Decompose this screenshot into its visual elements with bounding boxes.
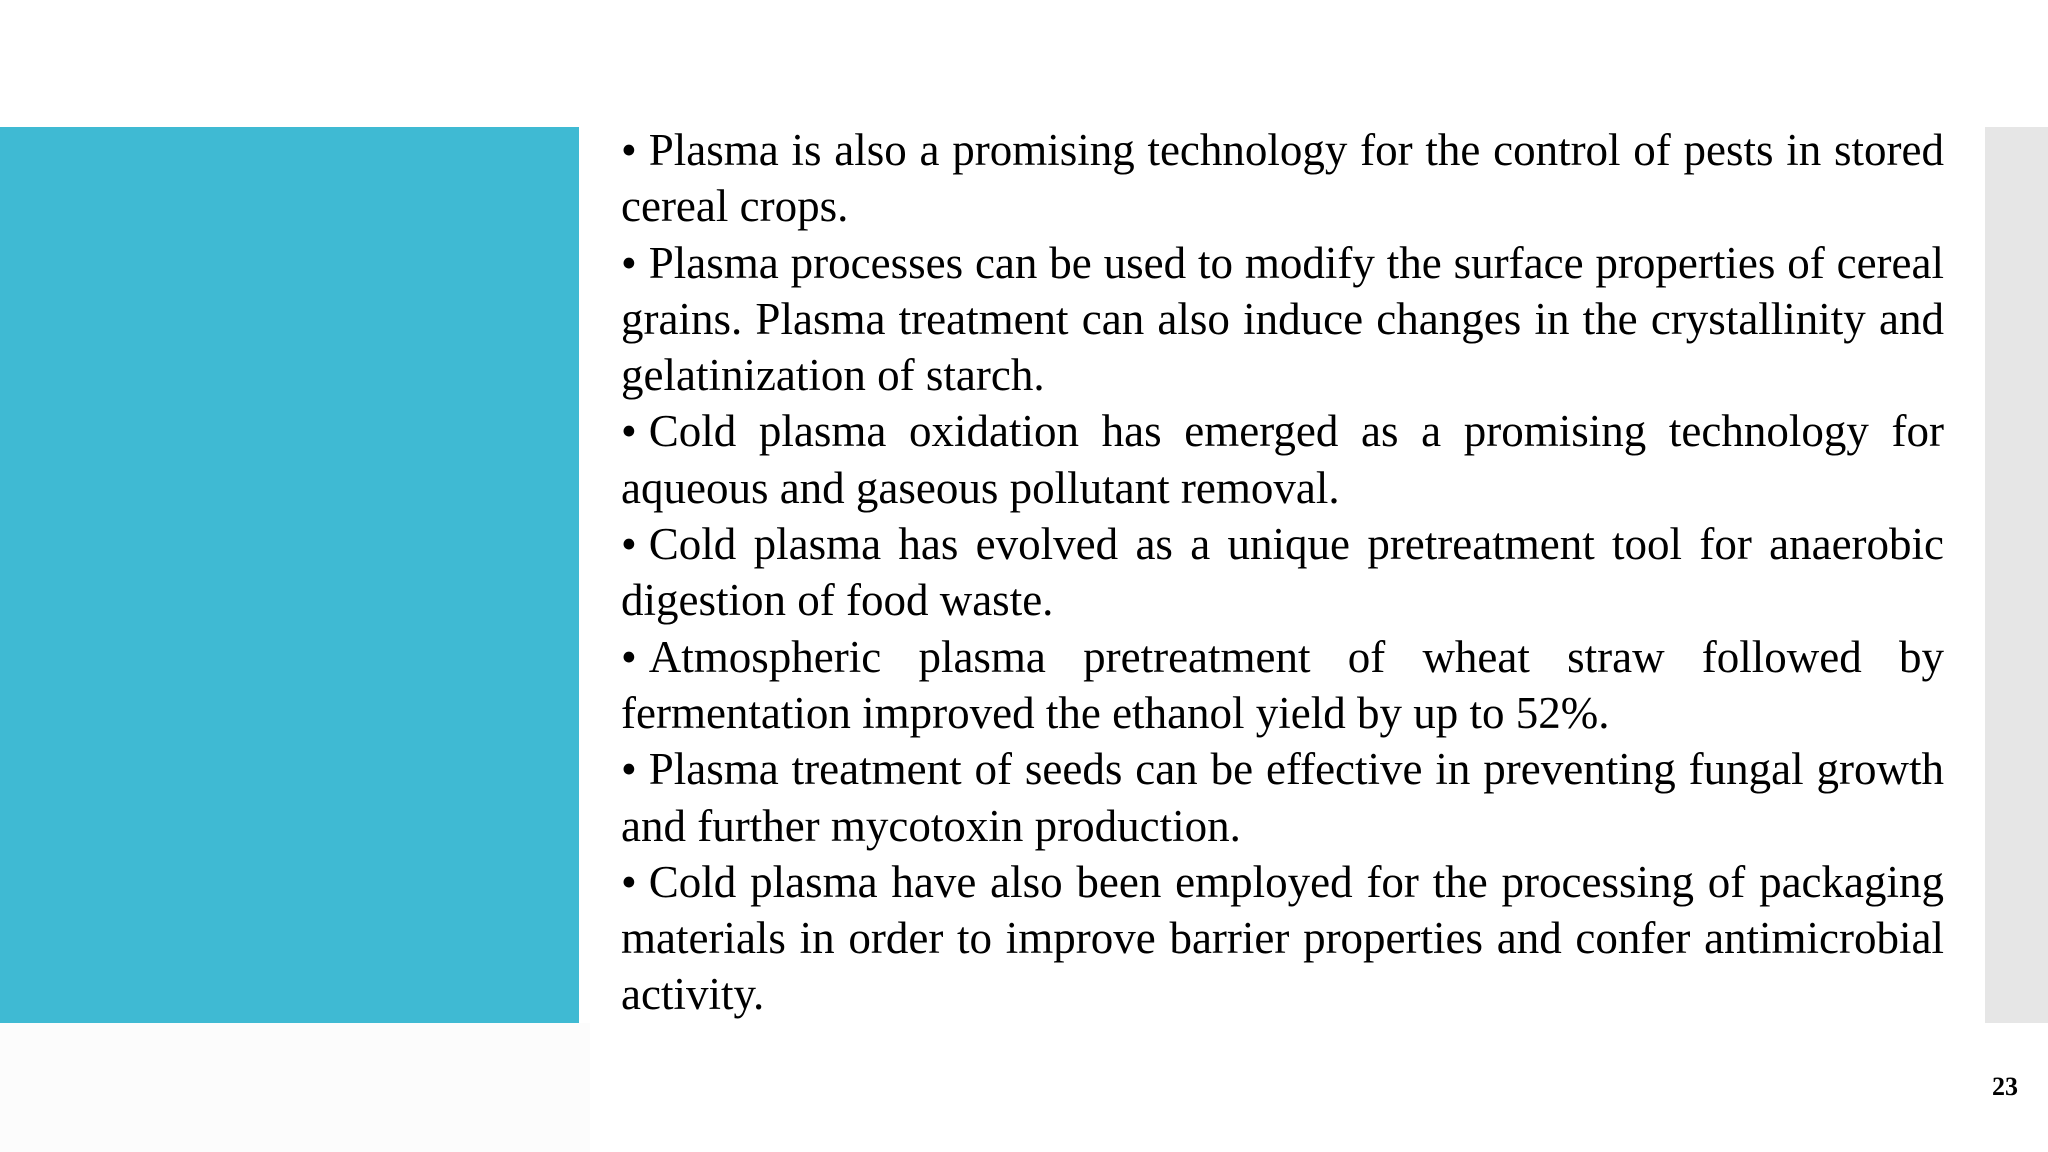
bullet-item [621,122,1944,235]
bullet-text: Plasma processes can be used to modify the surface properties of cereal grains. Plasma treatment can also induce changes in the crystallinity and gelatinization of starch. [621,237,1944,401]
bullet-item [621,854,1944,1023]
bullet-item [621,629,1944,742]
bullet-mark: • [621,744,637,795]
bullet-item [621,235,1944,404]
bullet-mark: • [621,631,637,682]
bullet-item [621,403,1944,516]
page-number: 23 [1992,1072,2018,1101]
bullet-mark: • [621,125,637,175]
bottom-band [0,1023,590,1152]
bullet-mark: • [621,519,637,570]
bullet-text: Cold plasma oxidation has emerged as a promising technology for aqueous and gaseous pollutant removal. [621,406,1944,513]
bullet-item [621,741,1944,854]
bullet-list [621,122,1944,1023]
bullet-item [621,516,1944,629]
bullet-text: Cold plasma have also been employed for the processing of packaging materials in order to improve barrier properties and confer antimicrobial activity. [621,856,1944,1020]
bullet-mark: • [621,856,637,907]
bullet-mark: • [621,237,637,288]
bullet-text: Atmospheric plasma pretreatment of wheat straw followed by fermentation improved the ethanol yield by up to 52%. [621,631,1944,738]
right-accent-bar [1985,127,2048,1023]
bullet-text: Plasma treatment of seeds can be effective in preventing fungal growth and further mycotoxin production. [621,744,1944,851]
bullet-text: Cold plasma has evolved as a unique pretreatment tool for anaerobic digestion of food waste. [621,519,1944,626]
bullet-mark: • [621,406,637,457]
bullet-text: Plasma is also a promising technology for the control of pests in stored cereal crops. [621,125,1944,232]
accent-panel [0,127,579,1023]
